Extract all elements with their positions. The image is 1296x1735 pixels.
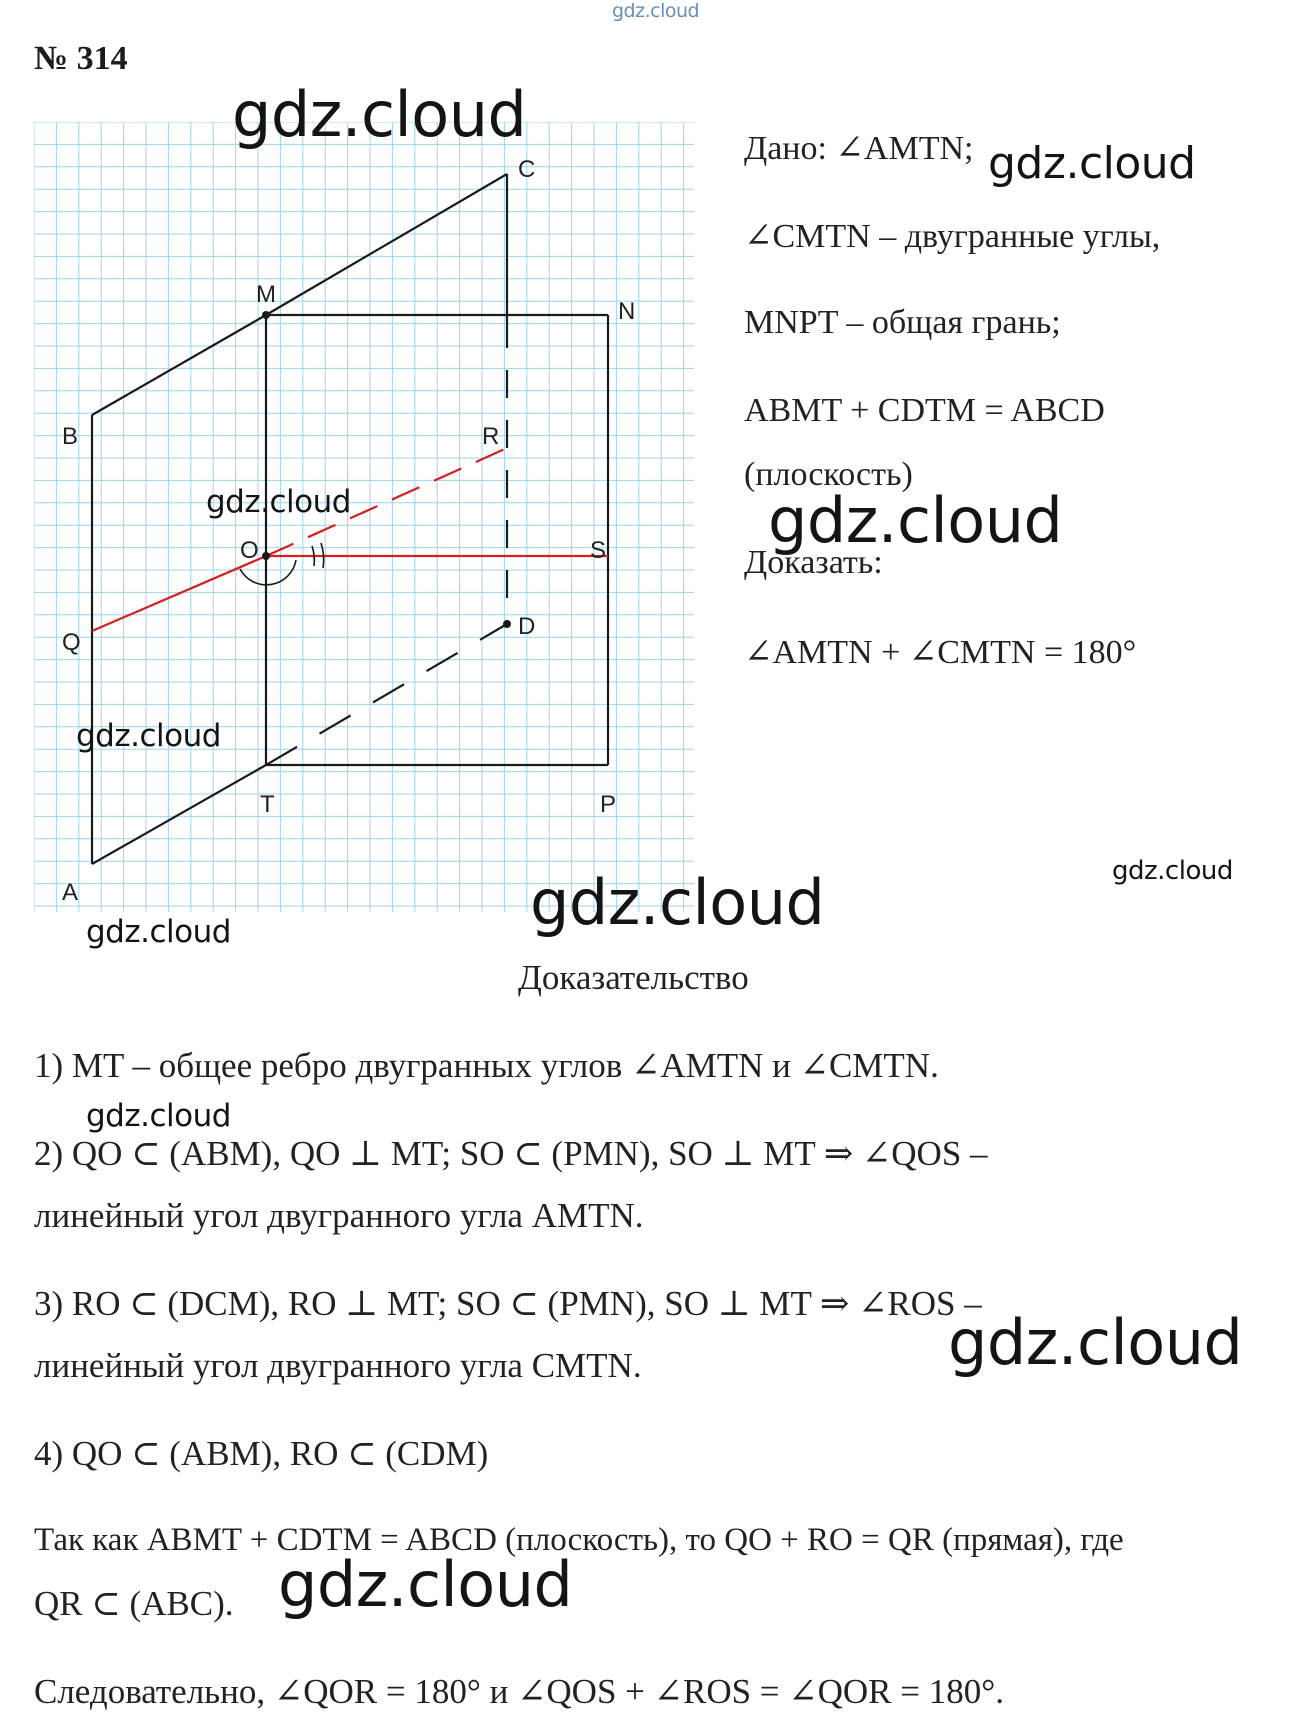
proof-step-3b: линейный угол двугранного угла CMTN. (34, 1346, 642, 1385)
given-line-2: ∠CMTN – двугранные углы, (744, 218, 1161, 255)
point-O (262, 552, 270, 560)
given-line-4: ABMT + CDTM = ABCD (744, 392, 1105, 429)
watermark: gdz.cloud (86, 914, 231, 950)
label-A: A (62, 879, 79, 906)
watermark: gdz.cloud (768, 484, 1063, 557)
label-B: B (62, 423, 79, 450)
given-line-1: Дано: ∠AMTN; (744, 130, 974, 167)
watermark: gdz.cloud (278, 1548, 573, 1621)
point-D (503, 620, 511, 628)
watermark: gdz.cloud (206, 484, 351, 520)
linear-angle-lines (92, 448, 608, 631)
edge-TD-dashed (266, 624, 507, 765)
figure-points (262, 311, 511, 628)
prove-label: Доказать: (744, 544, 883, 581)
proof-heading: Доказательство (518, 958, 749, 997)
label-N: N (618, 298, 636, 325)
proof-step-3a: 3) RO ⊂ (DCM), RO ⊥ MT; SO ⊂ (PMN), SO ⊥ MT ⇒ ∠ROS – (34, 1284, 982, 1323)
proof-step-2a: 2) QO ⊂ (ABM), QO ⊥ MT; SO ⊂ (PMN), SO ⊥ MT ⇒ ∠QOS – (34, 1134, 988, 1173)
label-O: O (240, 537, 259, 564)
grid-background (34, 122, 694, 912)
proof-conclusion: Следовательно, ∠QOR = 180° и ∠QOS + ∠ROS = ∠QOR = 180°. (34, 1672, 1005, 1711)
problem-number: № 314 (34, 40, 128, 77)
proof-step-5a: Так как ABMT + CDTM = ABCD (плоскость), то QO + RO = QR (прямая), где (34, 1522, 1124, 1558)
label-C: C (518, 156, 536, 183)
given-line-3: MNPT – общая грань; (744, 304, 1061, 341)
watermark: gdz.cloud (232, 78, 527, 151)
label-M: M (256, 281, 276, 308)
watermark: gdz.cloud (988, 138, 1196, 189)
prove-statement: ∠AMTN + ∠CMTN = 180° (744, 634, 1137, 671)
proof-step-4: 4) QO ⊂ (ABM), RO ⊂ (CDM) (34, 1434, 489, 1473)
edge-MC (266, 174, 507, 315)
proof-step-1: 1) MT – общее ребро двугранных углов ∠AMTN и ∠CMTN. (34, 1046, 939, 1085)
proof-step-5b: QR ⊂ (ABC). (34, 1584, 234, 1623)
segment-QO (92, 556, 266, 631)
watermark: gdz.cloud (948, 1306, 1243, 1379)
label-Q: Q (62, 629, 81, 656)
label-S: S (590, 537, 607, 564)
given-line-5: (плоскость) (744, 456, 913, 493)
label-D: D (518, 613, 536, 640)
proof-step-2b: линейный угол двугранного угла AMTN. (34, 1196, 644, 1235)
label-P: P (600, 791, 617, 818)
edge-BM (92, 315, 266, 415)
label-R: R (482, 423, 500, 450)
site-watermark-top: gdz.cloud (612, 0, 700, 22)
watermark: gdz.cloud (86, 1098, 231, 1134)
edge-AT (92, 765, 266, 864)
watermark: gdz.cloud (530, 866, 825, 939)
label-T: T (260, 791, 275, 818)
watermark: gdz.cloud (76, 718, 221, 754)
watermark: gdz.cloud (1112, 856, 1233, 886)
geometry-figure (34, 122, 694, 922)
point-M (262, 311, 270, 319)
